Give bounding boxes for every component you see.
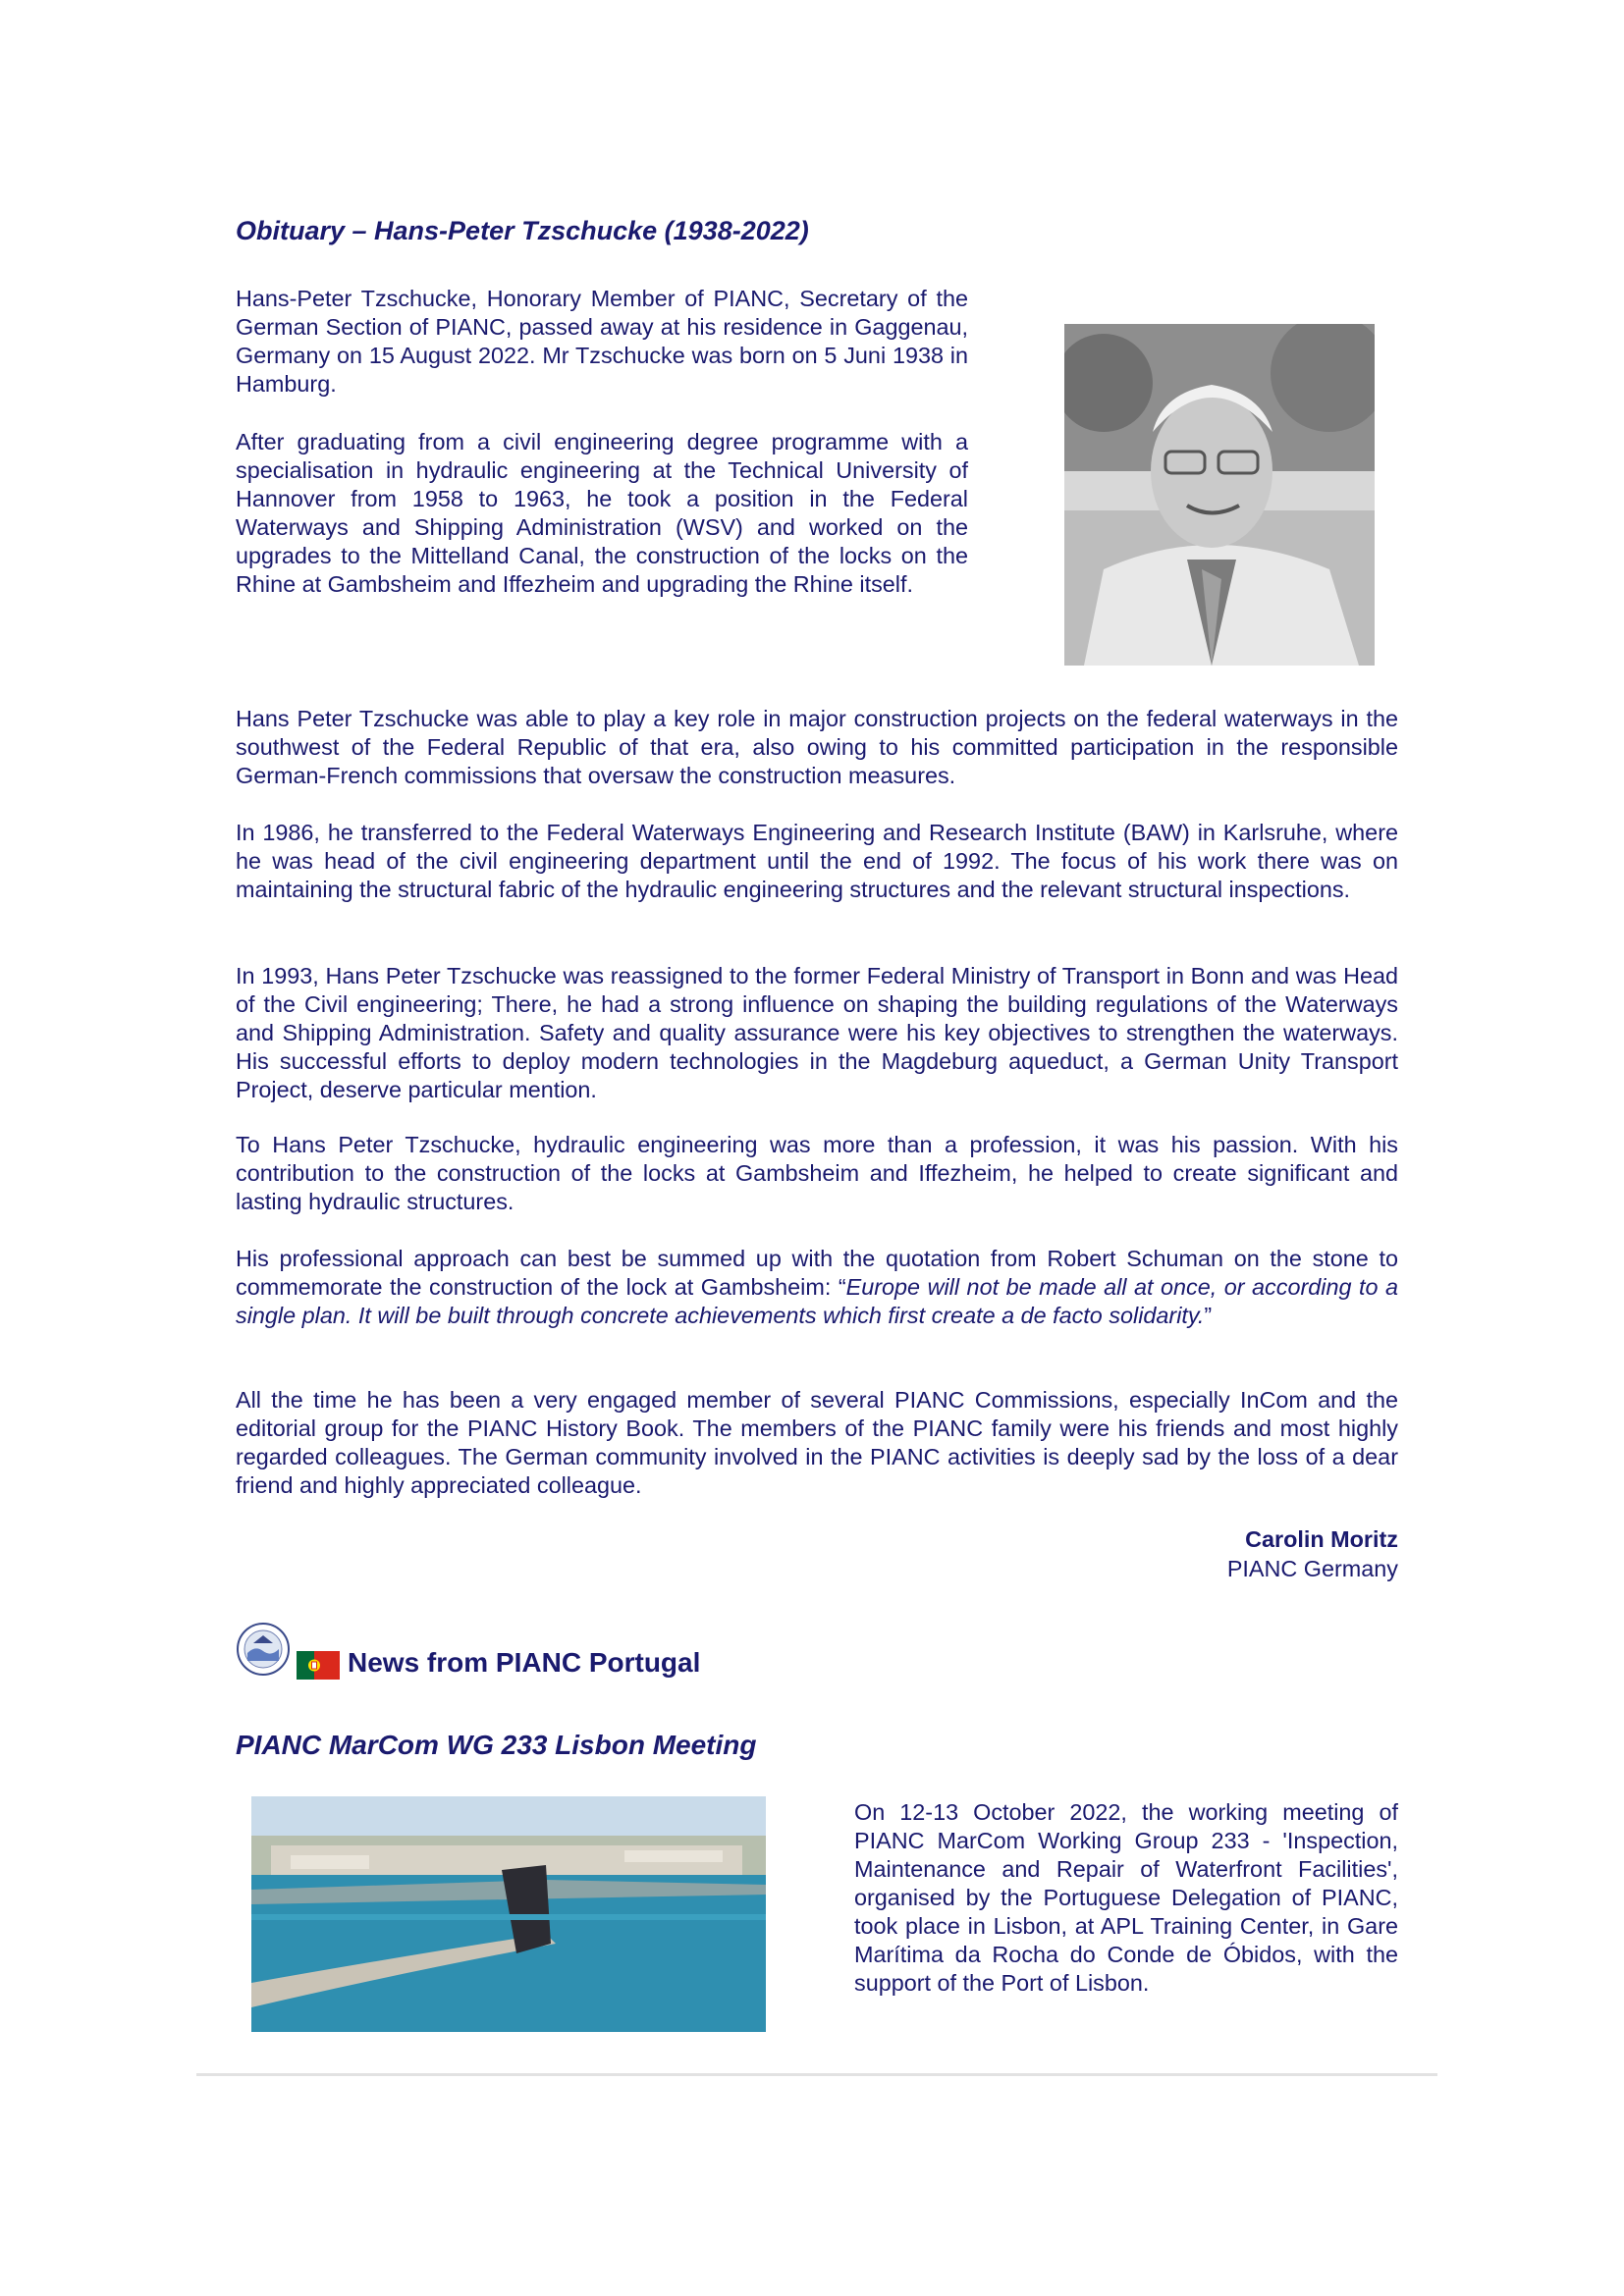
news-header [236, 1622, 923, 1681]
obituary-paragraph-6: To Hans Peter Tzschucke, hydraulic engineering was more than a profession, it was his passion. With his contribution to the construction of the locks at Gambsheim and Iffezheim, he helped to create significant and lasting hydraulic structures. [236, 1132, 1398, 1214]
obituary-intro-paragraph-2: After graduating from a civil engineering degree programme with a specialisation in hydraulic engineering at the Technical University of Hannover from 1958 to 1963, he took a position in the Federal Waterways and Shipping Administration (WSV) and worked on the upgrades to the Mittelland Canal, the construction of the locks on the Rhine at Gambsheim and Iffezheim and upgrading the Rhine itself. [236, 429, 968, 597]
pianc-logo-icon [236, 1622, 291, 1677]
article-text: On 12-13 October 2022, the working meeting of PIANC MarCom Working Group 233 - 'Inspection, Maintenance and Repair of Waterfront Facilities', organised by the Portuguese Delegation of PIANC, took place in Lisbon, at APL Training Center, in Gare Marítima da Rocha do Conde de Óbidos, with the support of the Port of Lisbon. [854, 1799, 1398, 1996]
portrait-photo [1064, 324, 1375, 666]
obituary-intro-paragraph-1: Hans-Peter Tzschucke, Honorary Member of PIANC, Secretary of the German Section of PIANC, passed away at his residence in Gaggenau, Germany on 15 August 2022. Mr Tzschucke was born on 5 Juni 1938 in Hamburg. [236, 286, 968, 397]
obituary-paragraph-3: Hans Peter Tzschucke was able to play a key role in major construction projects on the federal waterways in the southwest of the Federal Republic of that era, also owing to his committed participation in the responsible German-French commissions that oversaw the construction measures. [236, 706, 1398, 788]
quotation-lead: His professional approach can best be summed up with the quotation from Robert Schuman on the stone to commemorate the construction of the lock at Gambsheim: “ [236, 1246, 1398, 1300]
signature-name: Carolin Moritz [1245, 1526, 1398, 1552]
lisbon-port-photo [251, 1796, 766, 2032]
obituary-paragraph-7 [236, 1245, 1398, 1330]
obituary-paragraph-5: In 1993, Hans Peter Tzschucke was reassigned to the former Federal Ministry of Transport in Bonn and was Head of the Civil engineering; There, he had a strong influence on shaping the building regulations of the Waterways and Shipping Administration. Safety and quality assurance were his key objectives to strengthen the waterways. His successful efforts to deploy modern technologies in the Magdeburg aqueduct, a German Unity Transport Project, deserve particular mention. [236, 963, 1398, 1102]
obituary-paragraph-4: In 1986, he transferred to the Federal Waterways Engineering and Research Institute (BAW) in Karlsruhe, where he was head of the civil engineering department until the end of 1992. The focus of his work there was on maintaining the structural fabric of the hydraulic engineering structures and the relevant structural inspections. [236, 820, 1398, 902]
article-title: PIANC MarCom WG 233 Lisbon Meeting [236, 1730, 757, 1760]
footer-divider [196, 2073, 1437, 2076]
obituary-title: Obituary – Hans-Peter Tzschucke (1938-2022) [236, 216, 809, 245]
news-section-title: News from PIANC Portugal [348, 1647, 701, 1678]
signature-organisation: PIANC Germany [1226, 1556, 1398, 1581]
obituary-paragraph-8: All the time he has been a very engaged member of several PIANC Commissions, especially InCom and the editorial group for the PIANC History Book. The members of the PIANC family were his friends and most highly regarded colleagues. The German community involved in the PIANC activities is deeply sad by the loss of a dear friend and highly appreciated colleague. [236, 1387, 1398, 1498]
portugal-flag-icon [297, 1651, 340, 1680]
quotation-tail: ” [1204, 1303, 1213, 1328]
schuman-quotation: Europe will not be made all at once, or according to a single plan. It will be built through concrete achievements which first create a de facto solidarity. [236, 1274, 1398, 1328]
